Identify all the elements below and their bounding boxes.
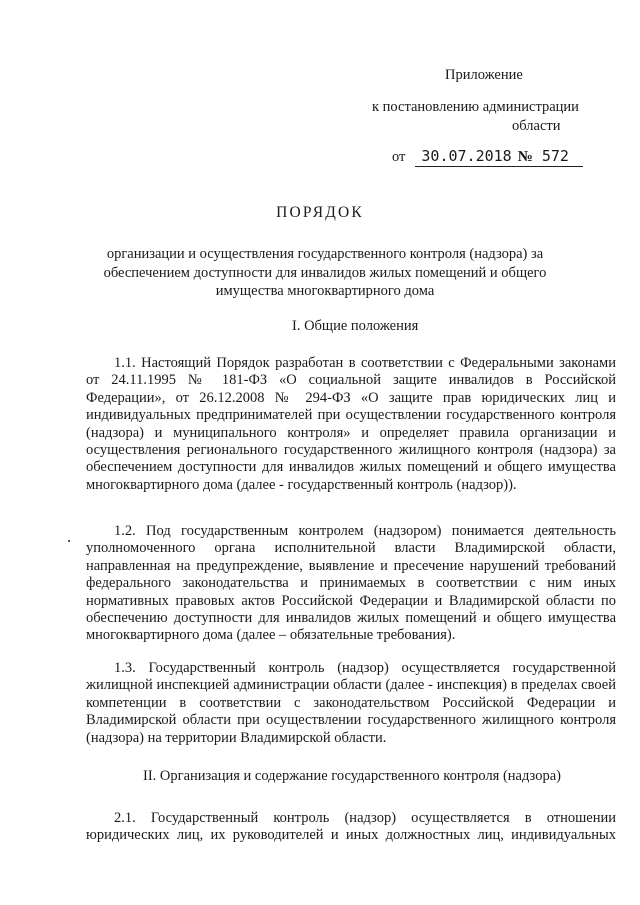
document-subtitle: организации и осуществления государственного контроля (надзора) за обеспечением доступности для инвалидов жилых помещений и общего имущества многоквартирного дома bbox=[103, 246, 547, 299]
paragraph-1-1: 1.1. Настоящий Порядок разработан в соответствии с Федеральными законами от 24.11.1995 № 181-ФЗ «О социальной защите инвалидов в Российской Федерации», от 26.12.2008 № 294-ФЗ «О защите прав юридических лиц и индивидуальных предпринимателей при осуществлении государственного контроля (надзора) и муниципального контроля» и определяет правила организации и осуществления регионального государственного жилищного контроля (надзора) за обеспечением доступности для инвалидов жилых помещений и общего имущества многоквартирного дома (далее - государственный контроль (надзор)). bbox=[86, 355, 616, 493]
appendix-label: Приложение bbox=[445, 67, 523, 83]
paragraph-2-1-line-1: 2.1. Государственный контроль (надзор) осуществляется в отношении bbox=[114, 810, 616, 826]
paragraph-1-3: 1.3. Государственный контроль (надзор) осуществляется государственной жилищной инспекцией администрации области (далее - инспекция) в пределах своей компетенции в соответствии с законодательством Российской Федерации и Владимирской области при осуществлении государственного жилищного контроля (надзора) на территории Владимирской области. bbox=[86, 660, 616, 746]
section-heading-general: I. Общие положения bbox=[292, 318, 419, 334]
section-heading-organization: II. Организация и содержание государственного контроля (надзора) bbox=[143, 768, 561, 784]
date-prefix: от bbox=[392, 149, 406, 165]
decree-date: 30.07.2018 bbox=[421, 147, 512, 165]
decree-number: 572 bbox=[541, 147, 569, 165]
paragraph-2-1 bbox=[86, 810, 616, 845]
document-title: ПОРЯДОК bbox=[276, 204, 364, 221]
date-number-line bbox=[392, 147, 583, 167]
decree-reference: к постановлению администрации bbox=[372, 99, 579, 115]
date-field bbox=[415, 147, 583, 167]
region-label: области bbox=[512, 118, 561, 134]
paragraph-1-2: 1.2. Под государственным контролем (надзором) понимается деятельность уполномоченного органа исполнительной власти Владимирской области, направленная на предупреждение, выявление и пресечение нарушений требований федерального законодательства и принимаемых в соответствии с ним иных нормативных правовых актов Российской Федерации и Владимирской области по обеспечению доступности для инвалидов жилых помещений и общего имущества многоквартирного дома (далее – обязательные требования). bbox=[86, 523, 616, 644]
paragraph-2-1-line-2: юридических лиц, их руководителей и иных должностных лиц, индивидуальных bbox=[86, 827, 616, 844]
number-sign: № bbox=[517, 149, 533, 165]
scan-speck bbox=[68, 540, 70, 542]
